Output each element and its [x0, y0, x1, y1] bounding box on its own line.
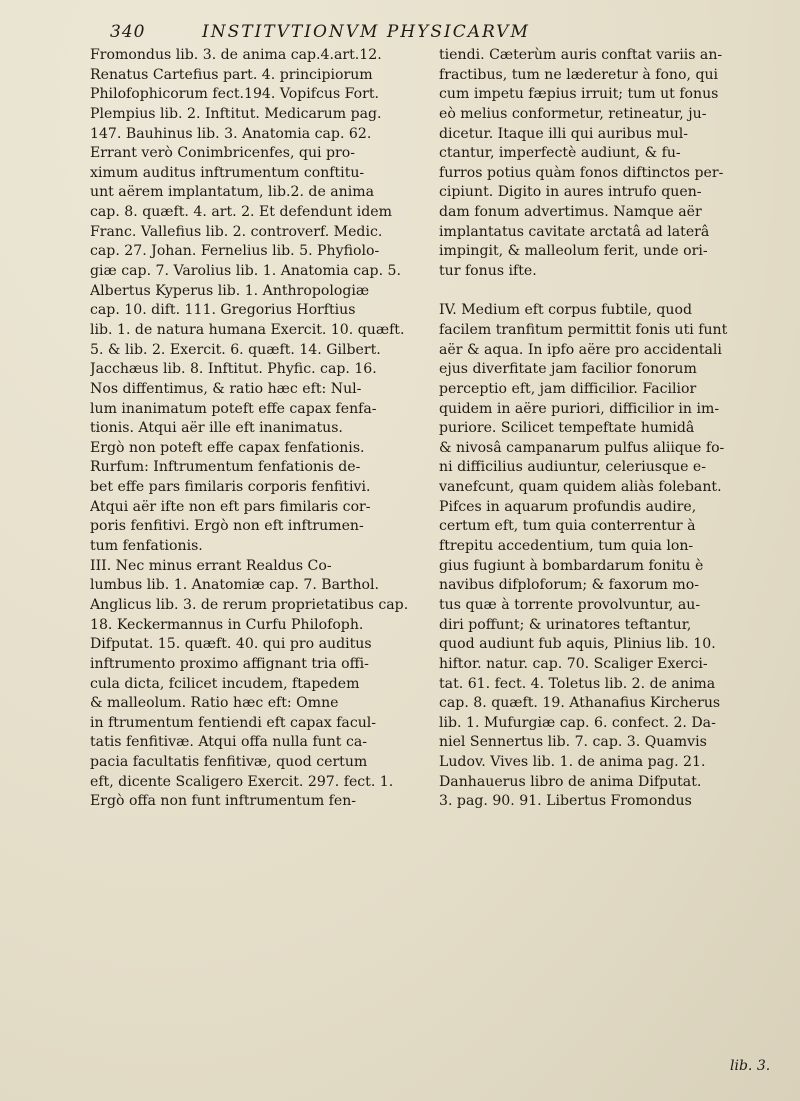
text-line: Atqui aër ifte non eft pars fimilaris cor-	[90, 498, 371, 515]
text-line: hiftor. natur. cap. 70. Scaliger Exerci-	[439, 655, 708, 672]
text-line: III. Nec minus errant Realdus Co-	[90, 557, 332, 574]
text-line: implantatus cavitate arctatâ ad laterâ	[439, 223, 710, 240]
text-line: quod audiunt fub aquis, Plinius lib. 10.	[439, 636, 716, 653]
text-line: Jacchæus lib. 8. Inftitut. Phyfic. cap. 16.	[90, 361, 377, 378]
text-line: 3. pag. 90. 91. Libertus Fromondus	[439, 793, 692, 810]
text-line: eò melius conformetur, retineatur, ju-	[439, 105, 707, 122]
text-line: Philofophicorum fect.194. Vopifcus Fort.	[90, 86, 380, 103]
text-line: & nivosâ campanarum pulfus aliique fo-	[439, 439, 725, 456]
text-line: dicetur. Itaque illi qui auribus mul-	[439, 125, 689, 142]
text-line: Nos diffentimus, & ratio hæc eft: Nul-	[90, 380, 362, 397]
text-line: cap. 8. quæft. 19. Athanafius Kircherus	[439, 695, 721, 712]
text-line: Renatus Cartefius part. 4. principiorum	[90, 66, 373, 83]
text-line: Difputat. 15. quæft. 40. qui pro auditus	[90, 636, 372, 653]
text-line: 5. & lib. 2. Exercit. 6. quæft. 14. Gilbert.	[90, 341, 381, 358]
text-line: tat. 61. fect. 4. Toletus lib. 2. de anima	[439, 675, 716, 692]
text-line: in ftrumentum fentiendi eft capax facul-	[90, 714, 377, 731]
text-line: puriore. Scilicet tempeftate humidâ	[439, 420, 695, 437]
text-line: vanefcunt, quam quidem aliàs folebant.	[439, 479, 722, 496]
text-line: & malleolum. Ratio hæc eft: Omne	[90, 695, 339, 712]
right-column	[439, 46, 784, 812]
text-line: dam fonum advertimus. Namque aër	[439, 204, 702, 221]
text-line: Ludov. Vives lib. 1. de anima pag. 21.	[439, 754, 706, 771]
text-line: tus quæ à torrente provolvuntur, au-	[439, 596, 701, 613]
text-line: tatis fenfitivæ. Atqui offa nulla funt ca-	[90, 734, 368, 751]
text-line: Fromondus lib. 3. de anima cap.4.art.12.	[90, 47, 382, 63]
text-line: fractibus, tum ne læderetur à fono, qui	[439, 66, 719, 83]
text-line: cipiunt. Digito in aures intrufo quen-	[439, 184, 702, 201]
text-line: unt aërem implantatum, lib.2. de anima	[90, 184, 375, 201]
text-line: Franc. Vallefius lib. 2. controverf. Medic.	[90, 223, 383, 240]
text-line: tum fenfationis.	[90, 538, 203, 555]
text-line: ximum auditus inftrumentum conftitu-	[90, 164, 365, 181]
text-line: IV. Medium eft corpus fubtile, quod	[439, 302, 692, 319]
text-line: facilem tranfitum permittit fonis uti funt	[439, 321, 728, 338]
text-line: poris fenfitivi. Ergò non eft inftrumen-	[90, 518, 364, 535]
text-line: ctantur, imperfectè audiunt, & fu-	[439, 145, 681, 162]
text-line: lumbus lib. 1. Anatomiæ cap. 7. Barthol.	[90, 577, 380, 594]
text-line: Pifces in aquarum profundis audire,	[439, 498, 697, 515]
text-line: inftrumento proximo affignant tria offi-	[90, 655, 369, 672]
text-line: aër & aqua. In ipfo aëre pro accidentali	[439, 341, 722, 358]
text-line: cap. 10. dift. 111. Gregorius Horftius	[90, 302, 356, 319]
text-line: tur fonus ifte.	[439, 263, 537, 280]
text-line: perceptio eft, jam difficilior. Facilior	[439, 380, 697, 397]
text-line: 18. Keckermannus in Curfu Philofoph.	[90, 616, 364, 633]
text-line: Danhauerus libro de anima Difputat.	[439, 773, 702, 790]
text-line: giæ cap. 7. Varolius lib. 1. Anatomia cap. 5.	[90, 263, 401, 280]
text-line: cap. 8. quæft. 4. art. 2. Et defendunt idem	[90, 204, 392, 221]
text-line: 147. Bauhinus lib. 3. Anatomia cap. 62.	[90, 125, 372, 142]
text-line: ftrepitu accedentium, tum quia lon-	[439, 538, 694, 555]
text-line: furros potius quàm fonos diftinctos per-	[439, 164, 724, 181]
text-line: ejus diverfitate jam facilior fonorum	[439, 361, 697, 378]
text-line: Ergò offa non funt inftrumentum fen-	[90, 793, 357, 810]
text-line: cula dicta, fcilicet incudem, ftapedem	[90, 675, 360, 692]
text-line: navibus difploforum; & faxorum mo-	[439, 577, 699, 594]
text-line: cap. 27. Johan. Fernelius lib. 5. Phyfiolo-	[90, 243, 380, 260]
text-line: lum inanimatum poteft effe capax fenfa-	[90, 400, 377, 417]
text-line	[439, 282, 784, 302]
text-line: diri poffunt; & urinatores teftantur,	[439, 616, 692, 633]
text-line: certum eft, tum quia conterrentur à	[439, 518, 696, 535]
left-column	[90, 46, 430, 812]
text-line: impingit, & malleolum ferit, unde ori-	[439, 243, 708, 260]
text-line: eft, dicente Scaligero Exercit. 297. fect. 1.	[90, 773, 394, 790]
text-line: Plempius lib. 2. Inftitut. Medicarum pag.	[90, 105, 382, 122]
text-line: quidem in aëre puriori, difficilior in im-	[439, 400, 720, 417]
text-line: pacia facultatis fenfitivæ, quod certum	[90, 754, 368, 771]
text-line: Errant verò Conimbricenfes, qui pro-	[90, 145, 356, 162]
page-header	[110, 22, 770, 48]
text-line: Anglicus lib. 3. de rerum proprietatibus cap.	[90, 596, 409, 613]
text-line: Albertus Kyperus lib. 1. Anthropologiæ	[90, 282, 370, 299]
text-line: tiendi. Cæterùm auris conftat variis an-	[439, 47, 723, 63]
catchword: lib. 3.	[730, 1058, 771, 1074]
text-line: gius fugiunt à bombardarum fonitu è	[439, 557, 704, 574]
text-line: Ergò non poteft effe capax fenfationis.	[90, 439, 365, 456]
text-line: cum impetu fæpius irruit; tum ut fonus	[439, 86, 719, 103]
page-number: 340	[110, 22, 146, 42]
text-line: lib. 1. Mufurgiæ cap. 6. confect. 2. Da-	[439, 714, 716, 731]
text-line: ni difficilius audiuntur, celeriusque e-	[439, 459, 707, 476]
running-title: INSTITVTIONVM PHYSICARVM	[202, 22, 530, 42]
text-line: lib. 1. de natura humana Exercit. 10. quæft.	[90, 321, 405, 338]
text-line: Rurfum: Inftrumentum fenfationis de-	[90, 459, 361, 476]
text-line: bet effe pars fimilaris corporis fenfitivi.	[90, 479, 371, 496]
text-line: tionis. Atqui aër ille eft inanimatus.	[90, 420, 343, 437]
text-line: niel Sennertus lib. 7. cap. 3. Quamvis	[439, 734, 707, 751]
